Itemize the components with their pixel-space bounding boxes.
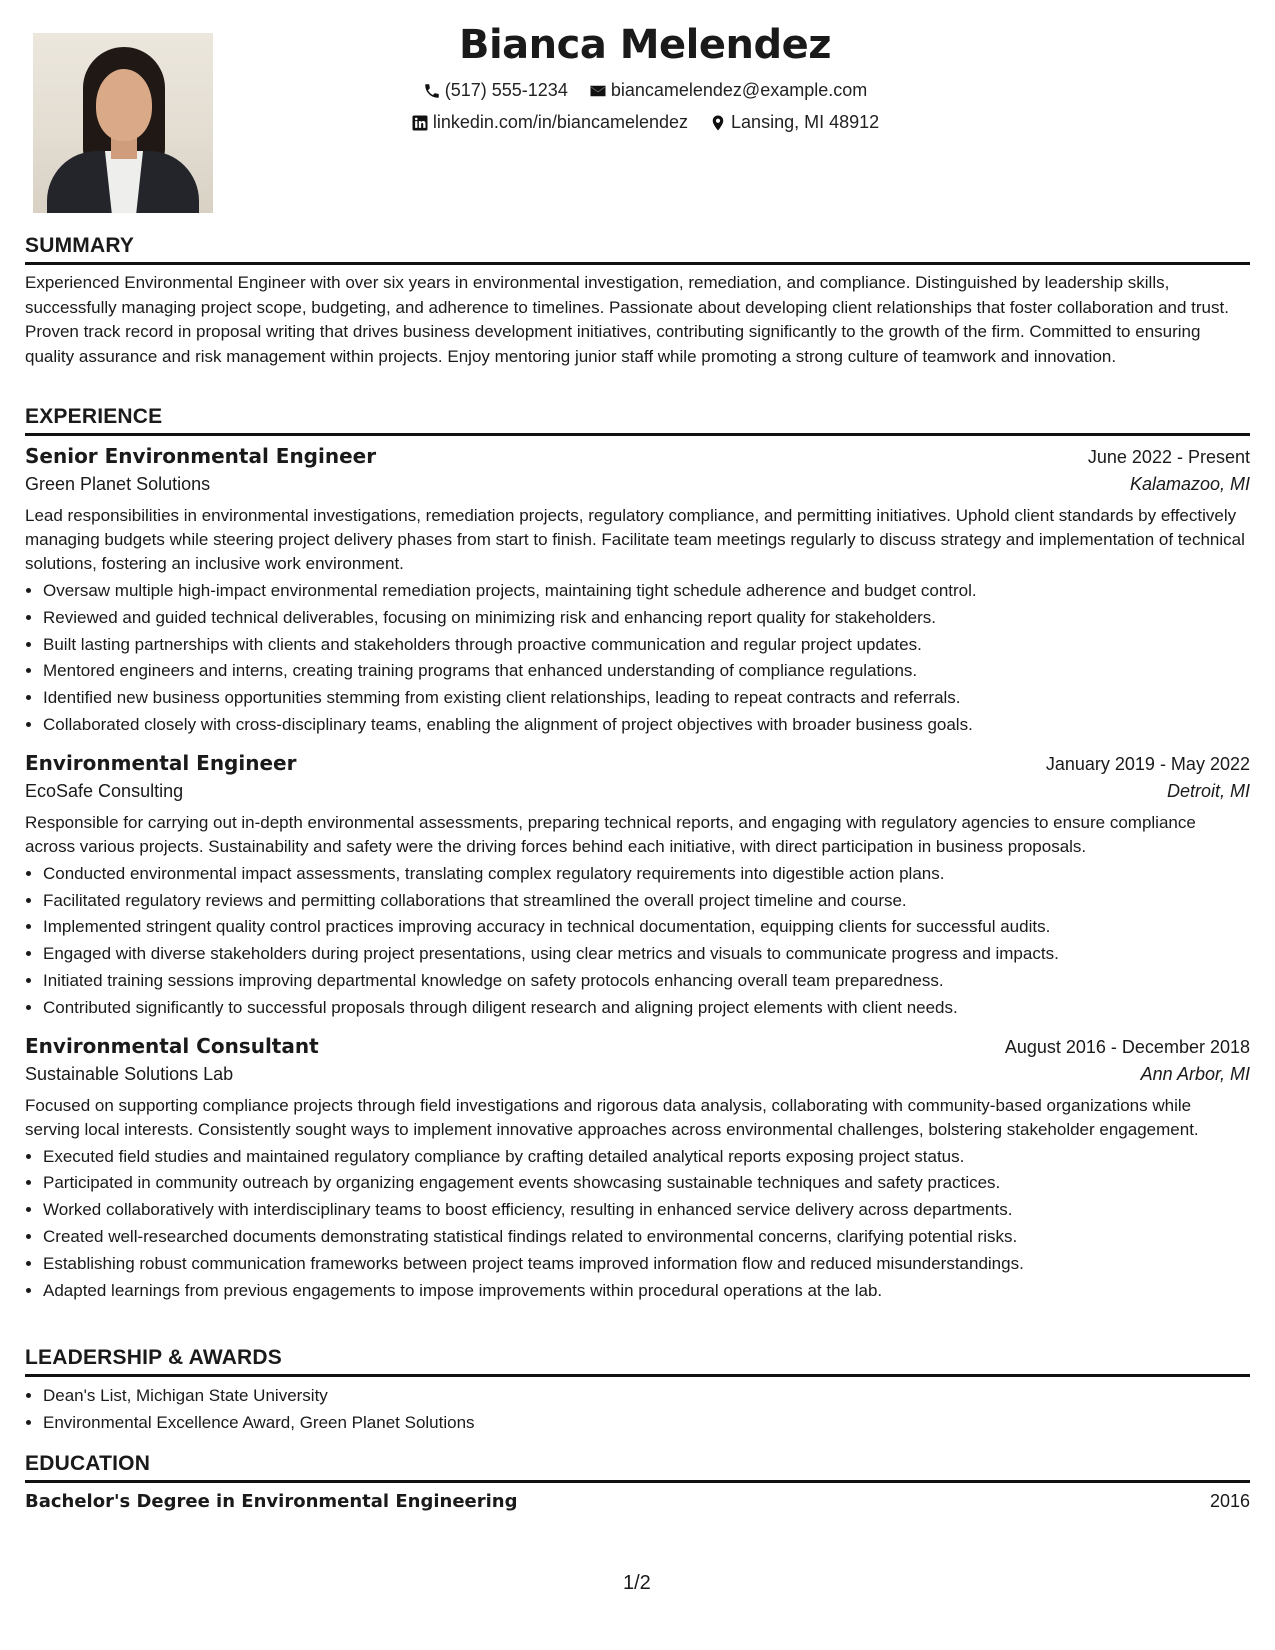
phone-text: (517) 555-1234 <box>444 80 568 100</box>
contact-row-2 <box>250 112 1040 137</box>
profile-photo <box>33 33 213 213</box>
job-dates: June 2022 - Present <box>1087 447 1250 467</box>
job-description: Responsible for carrying out in-depth environmental assessments, preparing technical reports, and engaging with regulatory agencies to ensure compliance across various projects. Sustainability and safety were the driving forces behind each initiative, with direct participation in business proposals. <box>25 812 1196 856</box>
list-item: • Created well-researched documents demonstrating statistical findings related to environmental concerns, clarifying potential risks. <box>43 1224 1250 1251</box>
summary-section <box>25 234 1250 369</box>
linkedin-contact[interactable] <box>411 112 688 133</box>
list-item: • Dean's List, Michigan State University <box>43 1383 1250 1410</box>
job-bullets <box>25 861 1250 1022</box>
job-location: Ann Arbor, MI <box>1140 1063 1250 1084</box>
job-description: Lead responsibilities in environmental investigations, remediation projects, regulatory compliance, and permitting initiatives. Uphold client standards by effectively managing budgets while steering project delivery phases from start to finish. Facilitate team meetings regularly to discuss strategy and implementation of technical solutions, fostering an inclusive work environment. <box>25 506 1245 573</box>
company-name: Sustainable Solutions Lab <box>25 1063 234 1084</box>
contact-row-1 <box>250 80 1040 105</box>
degree-year: 2016 <box>1209 1491 1250 1511</box>
degree-name: Bachelor's Degree in Environmental Engineering <box>25 1491 518 1512</box>
experience-section <box>25 405 1250 1304</box>
section-title: EDUCATION <box>25 1452 1250 1483</box>
job-location: Detroit, MI <box>1166 780 1250 801</box>
list-item: • Implemented stringent quality control practices improving accuracy in technical documentation, equipping clients for successful audits. <box>43 914 1250 941</box>
list-item: • Engaged with diverse stakeholders during project presentations, using clear metrics and visuals to communicate progress and impacts. <box>43 941 1250 968</box>
list-item: • Identified new business opportunities stemming from existing client relationships, leading to repeat contracts and referrals. <box>43 685 1250 712</box>
phone-contact <box>423 80 568 101</box>
section-title: LEADERSHIP & AWARDS <box>25 1346 1250 1377</box>
job-entry <box>25 444 1250 739</box>
list-item: • Conducted environmental impact assessments, translating complex regulatory requirements into digestible action plans. <box>43 861 1250 888</box>
list-item: • Executed field studies and maintained regulatory compliance by crafting detailed analytical reports exposing project status. <box>43 1144 1250 1171</box>
list-item: • Collaborated closely with cross-disciplinary teams, enabling the alignment of project objectives with broader business goals. <box>43 712 1250 739</box>
linkedin-icon <box>411 114 429 132</box>
candidate-name: Bianca Melendez <box>458 22 832 68</box>
job-location: Kalamazoo, MI <box>1129 474 1250 494</box>
section-title: SUMMARY <box>25 234 1250 265</box>
job-title: Environmental Consultant <box>25 1033 319 1058</box>
list-item: • Worked collaboratively with interdisciplinary teams to boost efficiency, resulting in enhanced service delivery across departments. <box>43 1197 1250 1224</box>
phone-icon <box>423 82 441 100</box>
list-item: • Adapted learnings from previous engagements to impose improvements within procedural operations at the lab. <box>43 1278 1250 1305</box>
linkedin-text[interactable]: linkedin.com/in/biancamelendez <box>432 112 689 132</box>
list-item: • Oversaw multiple high-impact environmental remediation projects, maintaining tight schedule adherence and budget control. <box>43 578 1250 605</box>
list-item: • Facilitated regulatory reviews and permitting collaborations that streamlined the overall project timeline and course. <box>43 888 1250 915</box>
leadership-section <box>25 1346 1250 1437</box>
list-item: • Participated in community outreach by organizing engagement events showcasing sustainable techniques and safety practices. <box>43 1170 1250 1197</box>
job-description: Focused on supporting compliance projects through field investigations and rigorous data analysis, collaborating with community-based organizations while serving local interests. Consistently sought ways to implement innovative approaches across environmental challenges, bolstering stakeholder engagement. <box>25 1095 1199 1139</box>
list-item: • Establishing robust communication frameworks between project teams improved information flow and reduced misunderstandings. <box>43 1251 1250 1278</box>
company-name: EcoSafe Consulting <box>25 780 184 801</box>
job-entry <box>25 751 1250 1022</box>
list-item: • Mentored engineers and interns, creating training programs that enhanced understanding of compliance regulations. <box>43 658 1250 685</box>
email-text[interactable]: biancamelendez@example.com <box>610 80 868 100</box>
job-title: Senior Environmental Engineer <box>25 444 377 468</box>
job-dates: August 2016 - December 2018 <box>1004 1036 1250 1057</box>
list-item: • Built lasting partnerships with clients and stakeholders through proactive communication and regular project updates. <box>43 632 1250 659</box>
summary-text: Experienced Environmental Engineer with over six years in environmental investigation, remediation, and compliance. Distinguished by leadership skills, successfully managing project scope, budgeting, and adherence to timelines. Passionate about developing client relationships that foster collaboration and trust. Proven track record in proposal writing that drives business development initiatives, contributing significantly to the growth of the firm. Committed to ensuring quality assurance and risk management within projects. Enjoy mentoring junior staff while promoting a strong culture of teamwork and innovation. <box>25 273 1229 366</box>
job-entry <box>25 1034 1250 1305</box>
awards-list <box>25 1383 1250 1437</box>
list-item: • Initiated training sessions improving departmental knowledge on safety protocols enhancing overall team preparedness. <box>43 968 1250 995</box>
section-title: EXPERIENCE <box>25 405 1250 436</box>
list-item: • Environmental Excellence Award, Green Planet Solutions <box>43 1410 1250 1437</box>
list-item: • Reviewed and guided technical deliverables, focusing on minimizing risk and enhancing report quality for stakeholders. <box>43 605 1250 632</box>
envelope-icon <box>589 82 607 100</box>
list-item: • Contributed significantly to successful proposals through diligent research and aligning project elements with client needs. <box>43 995 1250 1022</box>
location-text: Lansing, MI 48912 <box>731 112 880 132</box>
email-contact[interactable] <box>589 80 867 101</box>
job-dates: January 2019 - May 2022 <box>1045 753 1250 774</box>
job-bullets <box>25 578 1250 739</box>
job-bullets <box>25 1144 1250 1305</box>
map-pin-icon <box>709 114 727 132</box>
education-section <box>25 1452 1250 1512</box>
company-name: Green Planet Solutions <box>25 474 211 494</box>
job-title: Environmental Engineer <box>25 750 297 775</box>
location-contact <box>709 112 879 133</box>
page-number: 1/2 <box>623 1572 651 1594</box>
